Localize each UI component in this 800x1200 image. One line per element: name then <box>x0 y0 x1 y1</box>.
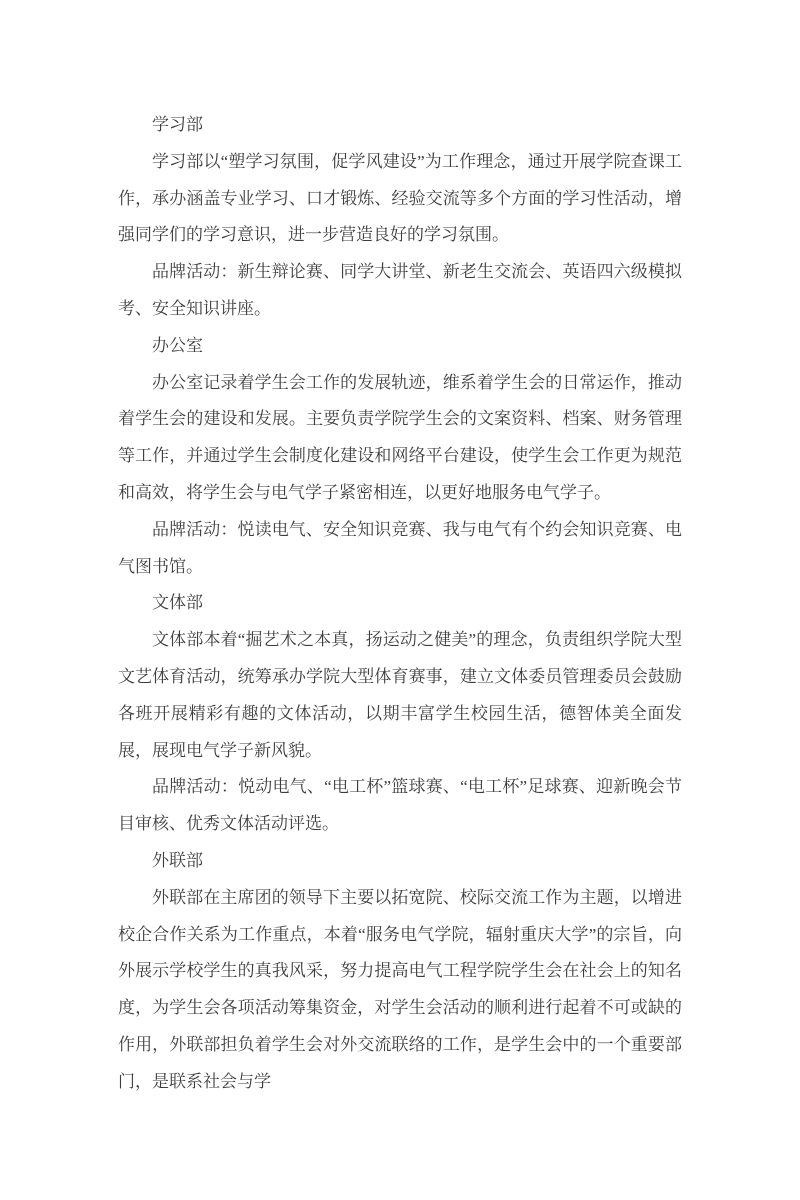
section-office <box>118 328 682 586</box>
document-body <box>118 107 682 1101</box>
section-brand-activities: 品牌活动：新生辩论赛、同学大讲堂、新老生交流会、英语四六级模拟考、安全知识讲座。 <box>118 262 682 318</box>
section-culture-sports-department <box>118 585 682 843</box>
section-description: 外联部在主席团的领导下主要以拓宽院、校际交流工作为主题，以增进校企合作关系为工作重点，本着“服务电气学院，辐射重庆大学”的宗旨，向外展示学校学生的真我风采，努力提高电气工程学院学生会在社会上的知名度，为学生会各项活动筹集资金，对学生会活动的顺利进行起着不可或缺的作用，外联部担负着学生会对外交流联络的工作，是学生会中的一个重要部门，是联系社会与学 <box>118 887 682 1091</box>
section-heading: 文体部 <box>152 593 203 613</box>
section-study-department <box>118 107 682 328</box>
section-description: 文体部本着“掘艺术之本真，扬运动之健美”的理念，负责组织学院大型文艺体育活动，统筹承办学院大型体育赛事，建立文体委员管理委员会鼓励各班开展精彩有趣的文体活动，以期丰富学生校园生活，德智体美全面发展，展现电气学子新风貌。 <box>118 630 682 760</box>
section-brand-activities: 品牌活动：悦动电气、“电工杯”篮球赛、“电工杯”足球赛、迎新晚会节目审核、优秀文体活动评选。 <box>118 777 682 834</box>
section-description: 办公室记录着学生会工作的发展轨迹，维系着学生会的日常运作，推动着学生会的建设和发展。主要负责学院学生会的文案资料、档案、财务管理等工作，并通过学生会制度化建设和网络平台建设，使学生会工作更为规范和高效，将学生会与电气学子紧密相连，以更好地服务电气学子。 <box>118 372 682 502</box>
section-heading: 外联部 <box>152 850 203 870</box>
section-brand-activities: 品牌活动：悦读电气、安全知识竞赛、我与电气有个约会知识竞赛、电气图书馆。 <box>118 519 682 576</box>
section-external-relations-department <box>118 843 682 1101</box>
section-heading: 学习部 <box>152 115 203 134</box>
section-heading: 办公室 <box>152 335 203 355</box>
section-description: 学习部以“塑学习氛围，促学风建设”为工作理念，通过开展学院查课工作，承办涵盖专业学习、口才锻炼、经验交流等多个方面的学习性活动，增强同学们的学习意识，进一步营造良好的学习氛围。 <box>118 151 682 245</box>
